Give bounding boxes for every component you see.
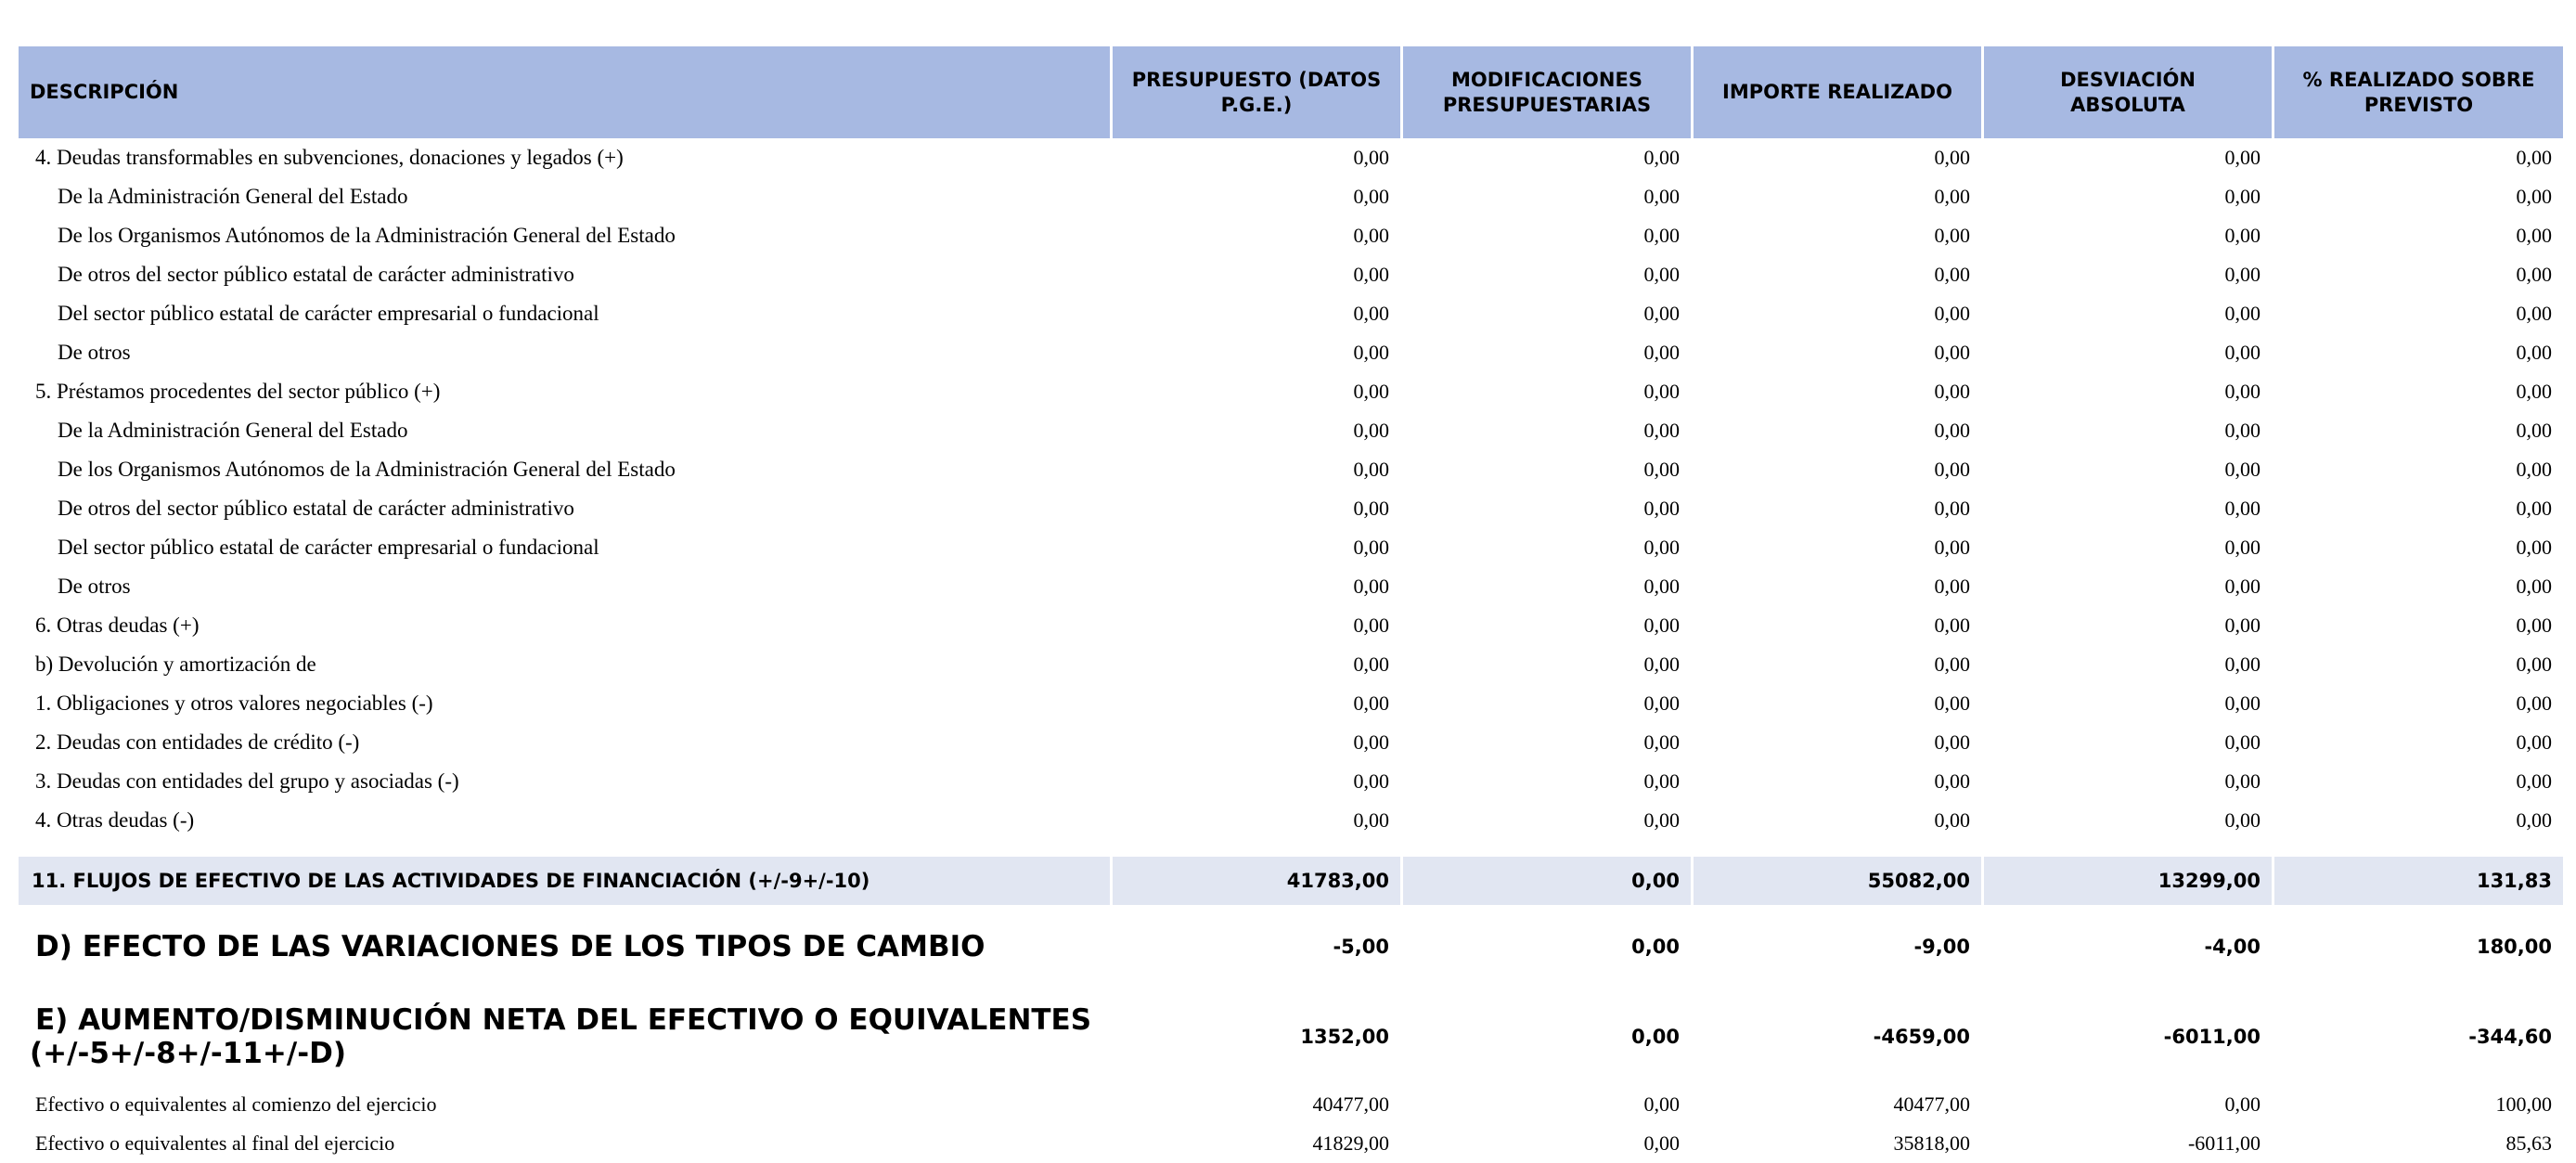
cell-desviacion: 0,00 [2224,730,2260,754]
cell-modificaciones: 0,00 [1643,185,1680,208]
cell-desviacion: 0,00 [2224,497,2260,520]
comienzo-desviacion: 0,00 [2224,1092,2260,1116]
cell-realizado: 0,00 [2516,419,2552,442]
row-description: 2. Deudas con entidades de crédito (-) [35,730,360,754]
total-presupuesto: 41783,00 [1110,857,1400,905]
cell-modificaciones: 0,00 [1643,302,1680,325]
header-descripcion: DESCRIPCIÓN [19,46,1110,138]
cell-presupuesto: 0,00 [1353,263,1389,286]
cell-presupuesto: 0,00 [1353,185,1389,208]
table-row [19,801,2563,840]
cell-modificaciones: 0,00 [1643,224,1680,247]
spacer-cell [19,840,2563,857]
cell-realizado: 0,00 [2516,536,2552,559]
cell-importe: 0,00 [1934,419,1970,442]
cell-modificaciones: 0,00 [1643,575,1680,598]
aumento-presupuesto: 1352,00 [1300,1026,1389,1048]
cell-presupuesto: 0,00 [1353,614,1389,637]
cell-desviacion: 0,00 [2224,224,2260,247]
cell-presupuesto: 0,00 [1353,497,1389,520]
row-description: 5. Préstamos procedentes del sector público (+) [35,380,441,403]
cell-realizado: 0,00 [2516,302,2552,325]
total-description: 11. FLUJOS DE EFECTIVO DE LAS ACTIVIDADES DE FINANCIACIÓN (+/-9+/-10) [19,857,1110,905]
cell-desviacion: 0,00 [2224,341,2260,364]
row-description: b) Devolución y amortización de [35,653,316,676]
row-description: 3. Deudas con entidades del grupo y asociadas (-) [35,769,459,793]
cell-presupuesto: 0,00 [1353,769,1389,793]
cell-presupuesto: 0,00 [1353,575,1389,598]
cell-realizado: 0,00 [2516,263,2552,286]
cell-presupuesto: 0,00 [1353,653,1389,676]
cell-importe: 0,00 [1934,302,1970,325]
aumento-description-line2: (+/-5+/-8+/-11+/-D) [30,1037,346,1070]
cell-modificaciones: 0,00 [1643,263,1680,286]
row-description: Del sector público estatal de carácter empresarial o fundacional [58,536,599,559]
cell-modificaciones: 0,00 [1643,730,1680,754]
comienzo-presupuesto: 40477,00 [1312,1092,1389,1116]
header-desviacion: DESVIACIÓN ABSOLUTA [1981,46,2272,138]
row-description: 4. Otras deudas (-) [35,808,195,832]
cell-importe: 0,00 [1934,497,1970,520]
row-description: De la Administración General del Estado [58,419,408,442]
cell-realizado: 0,00 [2516,808,2552,832]
cell-desviacion: 0,00 [2224,808,2260,832]
efecto-desviacion: -4,00 [2204,936,2260,958]
cell-desviacion: 0,00 [2224,185,2260,208]
cell-desviacion: 0,00 [2224,458,2260,481]
cell-importe: 0,00 [1934,536,1970,559]
table-row [19,177,2563,216]
cell-modificaciones: 0,00 [1643,614,1680,637]
cell-presupuesto: 0,00 [1353,808,1389,832]
efecto-importe: -9,00 [1913,936,1970,958]
cell-desviacion: 0,00 [2224,653,2260,676]
table-row [19,684,2563,723]
table-row [19,216,2563,255]
cell-importe: 0,00 [1934,263,1970,286]
cell-presupuesto: 0,00 [1353,380,1389,403]
total-realizado: 131,83 [2272,857,2563,905]
table-row [19,645,2563,684]
comienzo-modificaciones: 0,00 [1643,1092,1680,1116]
header-realizado: % REALIZADO SOBRE PREVISTO [2272,46,2563,138]
cell-modificaciones: 0,00 [1643,769,1680,793]
final-importe: 35818,00 [1893,1131,1970,1155]
cell-importe: 0,00 [1934,380,1970,403]
row-description: De los Organismos Autónomos de la Administración General del Estado [58,458,676,481]
cell-importe: 0,00 [1934,614,1970,637]
aumento-disminucion-row [19,989,2563,1085]
final-presupuesto: 41829,00 [1312,1131,1389,1155]
final-realizado: 85,63 [2505,1131,2552,1155]
cell-modificaciones: 0,00 [1643,497,1680,520]
cell-presupuesto: 0,00 [1353,302,1389,325]
cell-realizado: 0,00 [2516,341,2552,364]
aumento-realizado: -344,60 [2468,1026,2552,1048]
cell-importe: 0,00 [1934,146,1970,169]
table-row [19,762,2563,801]
cell-importe: 0,00 [1934,653,1970,676]
cell-presupuesto: 0,00 [1353,691,1389,715]
table-row [19,372,2563,411]
row-description: 4. Deudas transformables en subvenciones, donaciones y legados (+) [35,146,624,169]
row-description: De otros [58,575,131,598]
cell-presupuesto: 0,00 [1353,536,1389,559]
row-description: 6. Otras deudas (+) [35,614,200,637]
total-importe: 55082,00 [1691,857,1981,905]
row-description: 1. Obligaciones y otros valores negociables (-) [35,691,433,715]
table-row [19,411,2563,450]
efecto-modificaciones: 0,00 [1631,936,1680,958]
efectivo-comienzo-row [19,1085,2563,1124]
total-row-financiacion [19,857,2563,905]
comienzo-importe: 40477,00 [1893,1092,1970,1116]
efecto-tipos-cambio-row [19,905,2563,989]
efectivo-final-row [19,1124,2563,1163]
cell-presupuesto: 0,00 [1353,341,1389,364]
cell-realizado: 0,00 [2516,458,2552,481]
aumento-description [19,989,1110,1085]
table-row [19,606,2563,645]
row-description: De otros del sector público estatal de carácter administrativo [58,497,574,520]
cell-importe: 0,00 [1934,185,1970,208]
cash-flow-table [19,46,2563,1163]
cell-modificaciones: 0,00 [1643,691,1680,715]
cell-modificaciones: 0,00 [1643,808,1680,832]
cell-realizado: 0,00 [2516,146,2552,169]
cell-realizado: 0,00 [2516,575,2552,598]
aumento-desviacion: -6011,00 [2163,1026,2260,1048]
total-modificaciones: 0,00 [1400,857,1691,905]
cell-realizado: 0,00 [2516,730,2552,754]
cell-realizado: 0,00 [2516,497,2552,520]
final-desviacion: -6011,00 [2187,1131,2260,1155]
cell-desviacion: 0,00 [2224,536,2260,559]
header-importe: IMPORTE REALIZADO [1691,46,1981,138]
cell-realizado: 0,00 [2516,691,2552,715]
table-row [19,333,2563,372]
cell-modificaciones: 0,00 [1643,458,1680,481]
cell-realizado: 0,00 [2516,380,2552,403]
comienzo-realizado: 100,00 [2495,1092,2552,1116]
cell-desviacion: 0,00 [2224,769,2260,793]
cell-importe: 0,00 [1934,808,1970,832]
table-row [19,294,2563,333]
cell-presupuesto: 0,00 [1353,730,1389,754]
cell-desviacion: 0,00 [2224,614,2260,637]
row-description: De la Administración General del Estado [58,185,408,208]
cell-importe: 0,00 [1934,224,1970,247]
row-description: Del sector público estatal de carácter empresarial o fundacional [58,302,599,325]
cell-desviacion: 0,00 [2224,146,2260,169]
final-modificaciones: 0,00 [1643,1131,1680,1155]
table-row [19,138,2563,177]
cell-modificaciones: 0,00 [1643,341,1680,364]
cell-modificaciones: 0,00 [1643,419,1680,442]
cell-realizado: 0,00 [2516,769,2552,793]
cell-desviacion: 0,00 [2224,575,2260,598]
cell-modificaciones: 0,00 [1643,536,1680,559]
table-row [19,723,2563,762]
cell-desviacion: 0,00 [2224,380,2260,403]
header-presupuesto: PRESUPUESTO (DATOS P.G.E.) [1110,46,1400,138]
efecto-realizado: 180,00 [2476,936,2552,958]
cell-importe: 0,00 [1934,769,1970,793]
spacer-row [19,840,2563,857]
cell-modificaciones: 0,00 [1643,380,1680,403]
table-row [19,489,2563,528]
table-header [19,46,2563,138]
cell-importe: 0,00 [1934,458,1970,481]
cell-presupuesto: 0,00 [1353,458,1389,481]
cell-desviacion: 0,00 [2224,263,2260,286]
header-modificaciones: MODIFICACIONES PRESUPUESTARIAS [1400,46,1691,138]
row-description: De otros del sector público estatal de carácter administrativo [58,263,574,286]
comienzo-description: Efectivo o equivalentes al comienzo del ejercicio [35,1092,437,1116]
efecto-presupuesto: -5,00 [1333,936,1389,958]
final-description: Efectivo o equivalentes al final del ejercicio [35,1131,395,1155]
row-description: De otros [58,341,131,364]
cell-importe: 0,00 [1934,341,1970,364]
cell-modificaciones: 0,00 [1643,146,1680,169]
cell-presupuesto: 0,00 [1353,146,1389,169]
cell-importe: 0,00 [1934,575,1970,598]
cell-realizado: 0,00 [2516,653,2552,676]
aumento-modificaciones: 0,00 [1631,1026,1680,1048]
table-row [19,450,2563,489]
cell-realizado: 0,00 [2516,614,2552,637]
cell-importe: 0,00 [1934,691,1970,715]
row-description: De los Organismos Autónomos de la Administración General del Estado [58,224,676,247]
table-row [19,528,2563,567]
aumento-description-line1: E) AUMENTO/DISMINUCIÓN NETA DEL EFECTIVO O EQUIVALENTES [35,1003,1092,1037]
cell-modificaciones: 0,00 [1643,653,1680,676]
cell-desviacion: 0,00 [2224,302,2260,325]
cell-presupuesto: 0,00 [1353,224,1389,247]
total-desviacion: 13299,00 [1981,857,2272,905]
table-row [19,567,2563,606]
aumento-importe: -4659,00 [1873,1026,1970,1048]
cell-realizado: 0,00 [2516,224,2552,247]
cell-presupuesto: 0,00 [1353,419,1389,442]
cell-desviacion: 0,00 [2224,419,2260,442]
efecto-description: D) EFECTO DE LAS VARIACIONES DE LOS TIPOS DE CAMBIO [35,930,985,963]
cell-realizado: 0,00 [2516,185,2552,208]
cell-importe: 0,00 [1934,730,1970,754]
table-row [19,255,2563,294]
cell-desviacion: 0,00 [2224,691,2260,715]
